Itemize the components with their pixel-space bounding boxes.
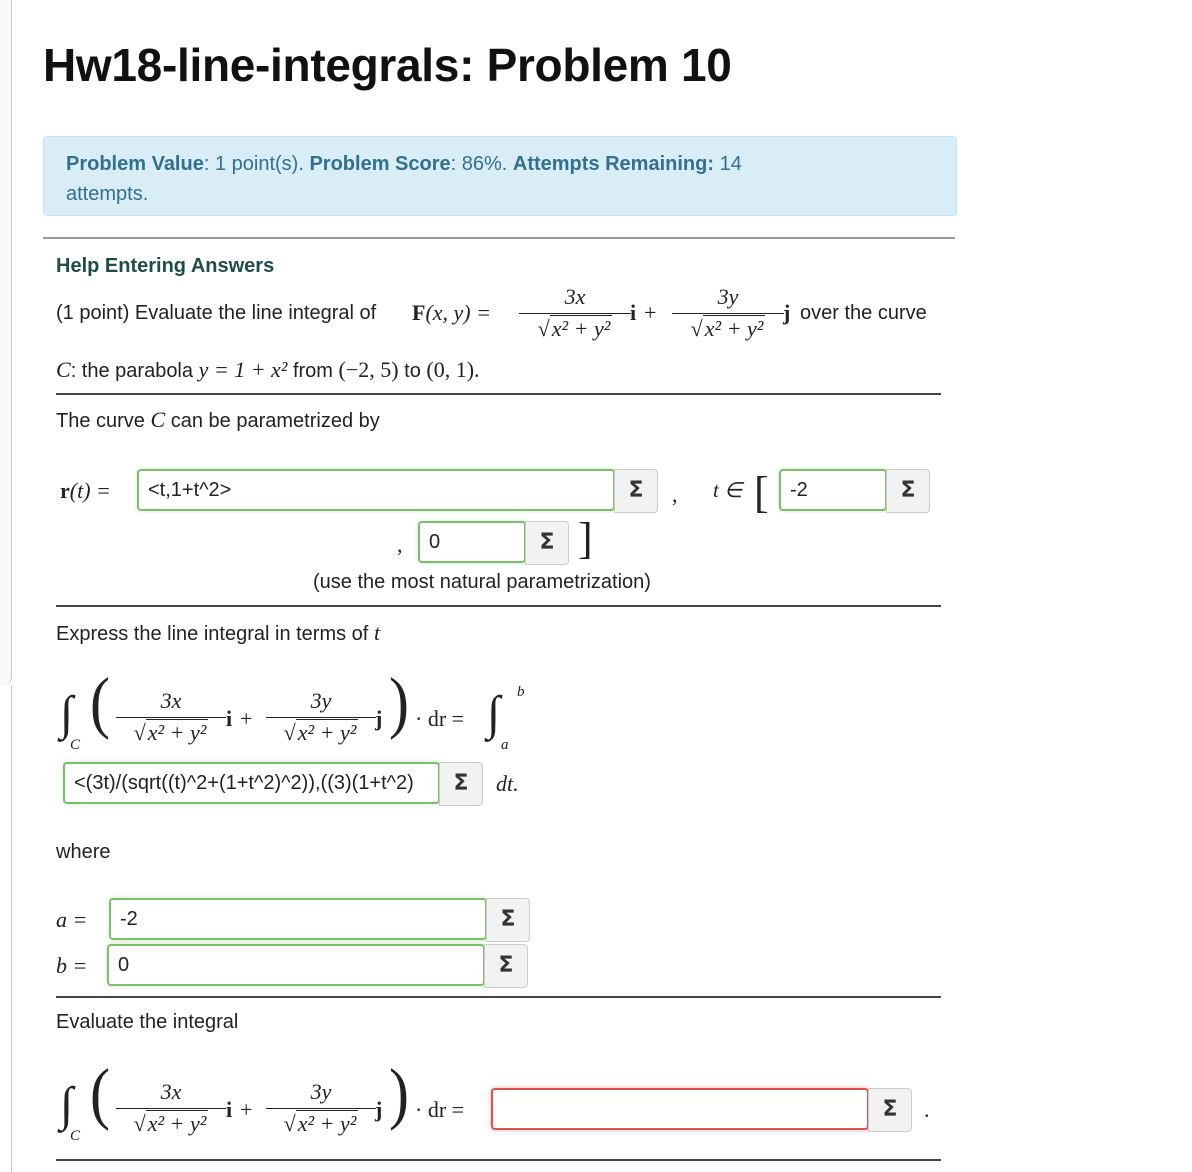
right-bracket: ]	[578, 514, 593, 563]
left-paren: (	[90, 1054, 110, 1131]
unit-j: j	[783, 300, 791, 325]
score-label: Problem Score	[309, 153, 451, 175]
b-input[interactable]: 0	[107, 944, 485, 986]
integral-sign: ∫	[60, 687, 74, 740]
plus-sign: +	[240, 706, 253, 731]
period: .	[924, 1097, 930, 1122]
r-of-t-input[interactable]: <t,1+t^2>	[137, 469, 615, 511]
lower-bound-input[interactable]: -2	[779, 469, 887, 511]
over-the-curve: over the curve	[800, 302, 927, 324]
where-label: where	[56, 841, 111, 863]
integral-sign: ∫	[60, 1078, 74, 1131]
attempts-suffix: attempts.	[66, 183, 149, 205]
left-paren: (	[90, 663, 110, 740]
value-text: : 1 point(s).	[203, 153, 310, 175]
upper-limit-b: b	[517, 684, 525, 700]
top-divider	[43, 237, 955, 239]
parametrize-prompt: The curve C can be parametrized by	[56, 407, 380, 432]
parametrization-hint: (use the most natural parametrization)	[313, 571, 651, 593]
equation-editor-button[interactable]: Σ	[486, 898, 530, 942]
fraction-3x: 3x √x² + y²	[116, 1079, 226, 1137]
fraction-3y: 3y √x² + y²	[266, 688, 376, 746]
attempts-text: 14	[714, 153, 742, 175]
section-divider	[56, 996, 941, 998]
comma: ,	[397, 532, 403, 557]
unit-i: i	[226, 1097, 233, 1122]
value-label: Problem Value	[66, 153, 204, 175]
integral-subscript-C: C	[70, 1128, 81, 1144]
integral-subscript-C: C	[70, 737, 81, 753]
page-title: Hw18-line-integrals: Problem 10	[43, 39, 732, 91]
fraction-3y: 3y √x² + y²	[672, 284, 784, 342]
lower-limit-a: a	[501, 737, 509, 753]
equation-editor-button[interactable]: Σ	[614, 469, 658, 513]
dot-dr: · dr =	[415, 1097, 465, 1122]
unit-i: i	[226, 706, 233, 731]
comma: ,	[672, 482, 678, 507]
problem-F-expression: F(x, y) =	[412, 300, 491, 325]
dt-label: dt.	[496, 771, 519, 796]
help-entering-answers-link[interactable]: Help Entering Answers	[56, 255, 275, 277]
sidebar-divider	[11, 685, 12, 1172]
equation-editor-button[interactable]: Σ	[439, 762, 483, 806]
problem-intro: (1 point) Evaluate the line integral of	[56, 302, 377, 324]
dot-dr: · dr =	[415, 706, 465, 731]
integral-sign: ∫	[487, 687, 501, 740]
b-label: b =	[56, 953, 88, 978]
right-paren: )	[389, 663, 409, 740]
curve-description: C: the parabola y = 1 + x² from (−2, 5) to (0, 1).	[56, 357, 480, 382]
fraction-3x: 3x √x² + y²	[116, 688, 226, 746]
unit-j: j	[375, 1097, 383, 1122]
a-label: a =	[56, 907, 88, 932]
a-input[interactable]: -2	[109, 898, 487, 940]
sidebar-edge	[0, 0, 12, 685]
integrand-input[interactable]: <(3t)/(sqrt((t)^2+(1+t^2)^2)),((3)(1+t^2)	[63, 762, 440, 804]
r-of-t-label: r(t) =	[60, 478, 111, 503]
final-answer-input[interactable]	[491, 1088, 869, 1130]
problem-info-box	[43, 136, 957, 216]
equation-editor-button[interactable]: Σ	[886, 469, 930, 513]
equation-editor-button[interactable]: Σ	[525, 521, 569, 565]
unit-i: i	[630, 300, 637, 325]
attempts-label: Attempts Remaining:	[512, 153, 715, 175]
plus-sign: +	[240, 1097, 253, 1122]
t-in-label: t ∈	[713, 478, 743, 502]
upper-bound-input[interactable]: 0	[418, 521, 526, 563]
express-prompt: Express the line integral in terms of t	[56, 620, 381, 645]
right-paren: )	[389, 1054, 409, 1131]
equation-editor-button[interactable]: Σ	[868, 1088, 912, 1132]
section-divider	[56, 393, 941, 395]
score-text: : 86%.	[450, 153, 513, 175]
left-bracket: [	[754, 468, 769, 517]
equation-editor-button[interactable]: Σ	[484, 944, 528, 988]
section-divider	[56, 605, 941, 607]
plus-sign: +	[644, 300, 657, 325]
evaluate-prompt: Evaluate the integral	[56, 1011, 239, 1033]
section-divider	[56, 1159, 941, 1161]
fraction-3x: 3x √x² + y²	[519, 284, 631, 342]
fraction-3y: 3y √x² + y²	[266, 1079, 376, 1137]
unit-j: j	[375, 706, 383, 731]
